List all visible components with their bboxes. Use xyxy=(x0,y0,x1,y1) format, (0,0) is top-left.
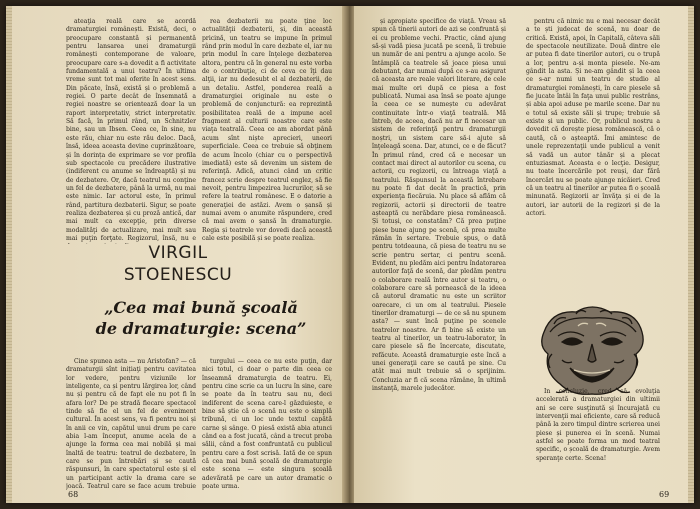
body-text: pentru că nimic nu e mai necesar decât a te ști judecat de scenă, nu doar de critică. Există, apoi, în Capitală, câteva săli de spectacole neutilizate. Două dintre ele ar putea fi date tinerilor autori, cu o trupă a lor, pentru a-și monta piesele. Ne-am gândit la asta. Și ne-am gândit și la ceea ce s-ar numi un teatru de studio al dramaturgiei românești, în care piesele să fie jucate întâi în faţa unui public restrâns, și abia apoi aduse pe marile scene. Dar nu e totul să existe săli și trupe; trebuie să existe și un public. Or, publicul nostru a dovedit că dorește piesa românească, că o caută, că o așteaptă. Îmi amintesc de unele reprezentaţii unde publicul a venit să vadă un autor tânăr și a plecat entuziasmat. Aceasta e o lecţie. Desigur, nu toate încercările pot reuși, dar fără încercări nu se poate ajunge nicăieri. Cred că un teatru al tinerilor ar putea fi o școală minunată. Regizorii ar învăţa și ei de la autori, iar autorii de la regizori și de la actori. xyxy=(526,18,660,217)
left-page xyxy=(6,6,344,503)
author-last-name: STOENESCU xyxy=(123,265,233,285)
left-bottom-column-1 xyxy=(66,358,196,490)
body-text: Cine spunea asta — nu Aristofan? — că dramaturgii sînt inițiaţi pentru cavitatea lor vedere, pentru viziunile lor inteligente, ca și pentru lărgirea lor, când nu și pentru că de fapt ele nu pot fi în afara lor? De pe stradă fiecare spectacol tinde să fie el un fel de eveniment cultural. În acest sens, va fi pentru noi și în anii ce vin, capătul unui drum pe care abia l-am început, anume acela de a ajunge la forma cea mai nobilă și mai înaltă de teatru: teatrul de dezbatere, în care se pun întrebări și se caută răspunsuri, în care spectatorul este și el un participant activ la drama care se joacă. Teatrul care se face acum trebuie xyxy=(66,358,196,490)
body-text: și apropiate specifice de viaţă. Vreau să spun că tinerii autori de azi se confruntă și ei cu probleme vechi. Practic, când ajung să-și vadă piesa jucată pe scenă, îi trebuie un număr de ani pentru a ajunge acolo. Se întâmplă ca teatrele să joace piesa unui debutant, dar numai după ce s-au asigurat că aceasta are reale valori literare, de cele mai multe ori după ce piesa a fost publicată. Numai asa însă se poate ajunge la ceea ce se numește cu adevărat continuitate într-o viaţă teatrală. Mă întreb, de aceea, dacă nu ar fi necesar un sistem de referinţă pentru dramaturgii noștri, un sistem care să-i ajute să înţeleagă scena. Dar, atunci, ce e de făcut? În primul rând, cred că e necesar un contact mai direct al autorilor cu scena, cu actorii, cu regizorii, cu întreaga viaţă a teatrului. Răspunsul la această întrebare nu poate fi dat decât în practică, prin experienţa fiecăruia. Nu place să aflăm că regizorii, actorii și directorii de teatre așteaptă cu nerăbdare piesa românească. Și totuși, ce constatăm? Că prea puţine piese bune ajung pe scenă, că prea multe rămân în sertare. Trebuie spus, o dată pentru totdeauna, că piesa de teatru nu se scrie pentru sertar, ci pentru scenă. Evident, nu pledăm aici pentru îndatorarea autorilor faţă de scenă, dar pledăm pentru o colaborare reală între autor și teatru, o colaborare care să pornească de la ideea că autorul dramatic nu este un scriitor oarecare, ci un om al teatrului. Piesele tinerilor dramaturgi — de ce să nu spunem asta? — sunt încă puţine pe scenele teatrelor noastre. Ar fi bine să existe un teatru al tinerilor, un teatru-laborator, în care piesele să fie încercate, discutate, refăcute. Această dramaturgie este încă a unei generaţii care se caută pe sine. Cu atât mai mult trebuie să o sprijinim. Concluzia ar fi că scena rămâne, în ultimă instanţă, marele judecător. xyxy=(372,18,506,393)
magazine-spread xyxy=(6,6,694,503)
left-top-column-2 xyxy=(202,18,332,244)
page-number-right: 69 xyxy=(659,490,670,499)
left-top-column-1 xyxy=(66,18,196,244)
theatre-mask-icon xyxy=(532,302,654,398)
page-number-left: 68 xyxy=(68,490,79,499)
right-column-2-bottom xyxy=(536,388,660,488)
right-page-edge xyxy=(688,6,694,503)
article-title xyxy=(70,297,332,353)
body-text: În concluzie, cred că evoluţia accelerată a dramaturgiei din ultimii ani se cere susţinută și încurajată cu intervenţii mai eficiente, care să reducă până la zero timpul dintre scrierea unei piese și punerea ei în scenă. Numai astfel se poate forma un mod teatral specific, o școală de dramaturgie. Avem speranţe certe. Scena! xyxy=(536,388,660,462)
body-text: ateaţia reală care se acordă dramaturgiei românești. Există, deci, o preocupare constantă și permanentă pentru lansarea unei dramaturgii românești contemporane de valoare, preocupare care s-a dovedit a fi activitate fundamentală a unui teatru? În ultima vreme sunt tot mai oferite în acest sens. Din păcate, însă, există și o problemă a regiei. O parte decât de însemnată a regiei noastre se orientează doar la un raport interpretativ, strict interpretativ. Să facă, în primul rând, un Schnitzler bine, sau un Ibsen. Ceea ce, în sine, nu este rău, chiar nu este rău deloc. Dacă, însă, ideea aceasta devine cuprinzătoare, și în dorința de exprimare se vor profila sub spectacole cu precădere ilustrative (indiferent cu anume se îndreaptă) și nu de dezbatere. Or, dacă teatrul nu conţine un fel de dezbatere, până la urmă, nu mai este nimic. Iar actorul este, în primul rând, partitura dezbaterii. Sigur, se poate realiza dezbaterea și cu proză antică, dar mai mult ca excepţie, prin diverse modalităţi de actualizare, mai mult sau mai puţin forţate. Regizorul, însă, nu e xyxy=(66,18,196,242)
right-page xyxy=(354,6,694,503)
author-first-name: VIRGIL xyxy=(148,243,208,263)
title-line-1: „Cea mai bună şcoală xyxy=(104,298,298,317)
body-text: turgului — ceea ce nu este puţin, dar nici totul, ci doar o parte din ceea ce înseamnă dramaturgia de teatru. Ei, pentru cine scrie ca un lucru în sine, care se poate da în teatru sau nu, deci indiferent de scena care-l găzduiește, e bine să știe că o scenă nu este o simplă tribună, ci un loc unde textul capătă carne și sânge. O piesă există abia atunci când ea a fost jucată, când a trecut proba sălii, când a fost confruntată cu publicul pentru care a fost scrisă. Iată de ce spun că cea mai bună școală de dramaturgie este scena — este singura școală adevărată pe care un autor dramatic o poate urma. xyxy=(202,358,332,490)
right-column-1 xyxy=(372,18,506,488)
left-page-edge xyxy=(6,6,12,503)
left-bottom-column-2 xyxy=(202,358,332,490)
author-name xyxy=(98,242,258,298)
right-column-2-top xyxy=(526,18,660,306)
body-text: rea dezbaterii nu poate ţine loc actualităţii dezbaterii, și, din această pricină, un teatru se impune în primul rând prin modul în care dezbate el, iar nu prin modul în care înţelege dezbaterea altora, pentru că în general nu este vorba de o contribuţie, ci de ceva ce îţi dau alţii, iar nu dedesubt el al dezbaterii, de un detaliu. Astfel, ponderea reală a dramaturgiei originale nu este o problemă de conjunctură: ea reprezintă posibilitatea reală de a impune acel fragment al culturii noastre care este viaţa teatrală. Ceea ce am abordat până acum sînt niște aprecieri, uneori superficiale. Ceea ce trebuie să obţinem de acum încolo (chiar cu o perspectivă imediată) este să devenim un sistem de referinţă. Adică, atunci când un critic francez scrie despre teatrul englez, să fie nevoit, pentru limpezirea lucrurilor, să se refere la teatrul românesc. E o datorie a generaţiei de astăzi. Avem o șansă și numai avem o anumite răspundere, cred că mai avem o șansă în dramaturgie. Regia și teatrele vor dovedi dacă această cale este posibilă și se poate realiza. xyxy=(202,18,332,242)
title-line-2: de dramaturgie: scena” xyxy=(95,319,307,338)
